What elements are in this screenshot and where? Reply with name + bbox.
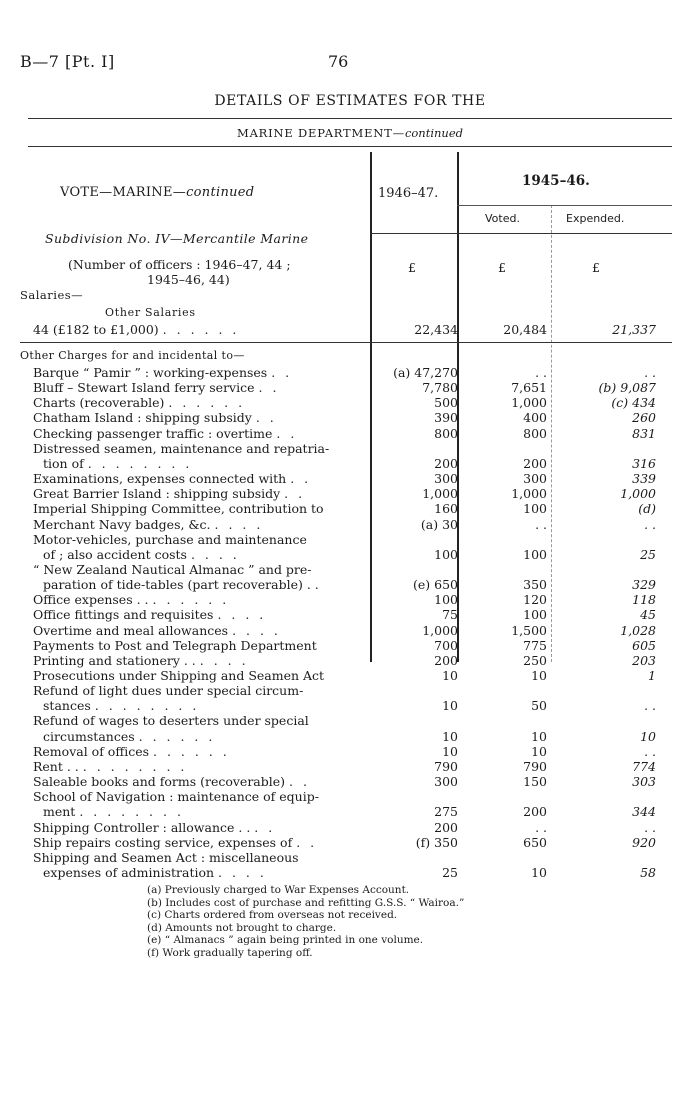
value-1946: 700 [434,637,458,653]
value-voted: 1,000 [511,395,547,411]
table-row [0,471,700,486]
row-label: Shipping Controller : allowance . . . . [33,819,276,835]
table-row [0,562,700,577]
value-1946: 75 [442,607,458,623]
leader-dots: . . [290,471,312,487]
value-expended: 344 [632,804,656,820]
table-row [0,683,700,698]
table-row [0,426,700,441]
value-1946: 1,000 [422,622,458,638]
table-row [0,532,700,547]
expended-heading: Expended. [566,212,625,225]
table-row [0,577,700,592]
column-1946-heading: 1946–47. [378,186,439,201]
table-row [0,395,700,410]
leader-dots: . . . . . . . . [94,698,200,714]
row-label: circumstances . . . . . . [43,728,216,744]
value-expended: . . [644,819,656,835]
value-expended: . . [644,698,656,714]
value-expended: 339 [632,471,656,487]
document-reference: B—7 [Pt. I] [20,52,115,71]
table-row [0,804,700,819]
row-label: ment . . . . . . . . [43,804,184,820]
value-expended: 831 [632,425,656,441]
value-expended: 1,000 [620,486,656,502]
row-label: paration of tide-tables (part recoverable) . . [43,577,319,593]
value-1946: 200 [434,455,458,471]
value-voted: 650 [523,834,547,850]
value-voted: 200 [523,455,547,471]
footnote: (d) Amounts not brought to charge. [147,921,337,934]
table-row [0,653,700,668]
footnote: (a) Previously charged to War Expenses Account. [147,884,410,896]
year-header-rule [457,205,672,206]
value-voted: 300 [523,471,547,487]
table-row [0,380,700,395]
row-label: Merchant Navy badges, &c. . . . . [33,516,264,532]
value-voted: . . [535,819,547,835]
leader-dots: . . [276,425,298,441]
value-voted: 800 [523,425,547,441]
row-label: Motor-vehicles, purchase and maintenance [33,531,307,547]
value-voted: 50 [531,698,547,714]
salary-row [0,322,700,337]
value-expended: 45 [640,607,656,623]
row-label: Payments to Post and Telegraph Department [33,637,317,653]
value-1946: 10 [442,743,458,759]
table-row [0,668,700,683]
value-expended: . . [644,743,656,759]
row-label: Chatham Island : shipping subsidy . . [33,410,277,426]
value-expended: (c) 434 [611,395,656,411]
value-1946: 25 [442,864,458,880]
row-label: “ New Zealand Nautical Almanac ” and pre- [33,561,312,577]
footnote: (b) Includes cost of purchase and refitting G.S.S. “ Wairoa.” [147,896,465,909]
leader-dots: . . . . . . [168,395,246,411]
value-voted: . . [535,516,547,532]
leader-dots: . . . . [232,622,281,638]
footnote: (f) Work gradually tapering off. [147,947,313,959]
value-1946: (a) 30 [420,516,458,532]
leader-dots: . . [255,410,277,426]
row-label: Office fittings and requisites . . . . [33,607,267,623]
value-voted: 20,484 [503,322,547,337]
value-voted: 10 [531,728,547,744]
value-1946: 800 [434,425,458,441]
leader-dots: . . . . [218,864,267,880]
leader-dots: . . . . [199,652,249,668]
row-label: Rent . . . . . . . . . . [33,758,188,774]
value-expended: 260 [632,410,656,426]
value-voted: 120 [523,592,547,608]
table-row [0,623,700,638]
row-label: Ship repairs costing service, expenses of . . [33,834,318,850]
table-row [0,698,700,713]
leader-dots: . . . . . . . . [87,455,193,471]
table-row [0,789,700,804]
leader-dots: . . . . . . [153,743,230,759]
officers-count-line2: 1945–46, 44) [147,272,230,287]
value-1946: 10 [442,698,458,714]
value-voted: 350 [523,577,547,593]
table-row [0,865,700,880]
vote-continued: continued [186,185,255,200]
value-1946: 22,434 [414,322,458,337]
row-label: Shipping and Seamen Act : miscellaneous [33,849,299,865]
leader-dots: . . . . [190,546,240,562]
table-row [0,729,700,744]
value-1946: 790 [434,758,458,774]
row-label: Imperial Shipping Committee, contribution to [33,501,324,517]
value-expended: 774 [632,758,656,774]
value-voted: 100 [523,501,547,517]
value-voted: 150 [523,774,547,790]
salaries-rule [20,342,672,343]
value-voted: 775 [523,637,547,653]
value-voted: 400 [523,410,547,426]
row-label: Examinations, expenses connected with . . [33,471,312,487]
value-voted: 1,500 [511,622,547,638]
row-label: Refund of light dues under special circum- [33,683,304,699]
value-voted: 200 [523,804,547,820]
row-label: Bluff – Stewart Island ferry service . . [33,380,280,396]
value-expended: (b) 9,087 [598,380,656,396]
value-voted: 790 [523,758,547,774]
table-row [0,365,700,380]
row-label: Checking passenger traffic : overtime . . [33,425,298,441]
leader-dots: . . . . . . [152,592,230,608]
table-row [0,441,700,456]
value-expended: 203 [632,652,656,668]
footnote: (e) “ Almanacs ” again being printed in one volume. [147,934,424,947]
value-1946: 160 [434,501,458,517]
row-label: Prosecutions under Shipping and Seamen Act [33,668,325,683]
table-row [0,850,700,865]
column-header-rule [370,233,672,234]
subdivision-heading: Subdivision No. IV—Mercantile Marine [45,231,309,246]
value-expended: 1,028 [620,622,656,638]
title-rule [28,118,672,119]
value-voted: 1,000 [511,486,547,502]
vote-heading [60,185,254,200]
value-expended: 605 [632,637,656,653]
row-label: tion of . . . . . . . . [43,455,193,471]
table-row [0,713,700,728]
subtitle-rule [28,146,672,147]
voted-heading: Voted. [485,212,520,225]
value-voted: 10 [531,668,547,683]
value-expended: 920 [632,834,656,850]
table-row [0,410,700,425]
table-row [0,517,700,532]
table-row [0,456,700,471]
value-expended: 25 [640,546,656,562]
row-label: Saleable books and forms (recoverable) . . [33,774,310,790]
table-row [0,501,700,516]
row-label: 44 (£182 to £1,000) . . . . . . [33,322,240,337]
value-expended: 329 [632,577,656,593]
value-1946: 200 [434,652,458,668]
value-1946: 300 [434,774,458,790]
value-1946: 500 [434,395,458,411]
value-expended: 21,337 [612,322,656,337]
leader-dots: . . [296,834,318,850]
row-label: School of Navigation : maintenance of equip- [33,789,319,805]
row-label: expenses of administration . . . . [43,864,267,880]
value-expended: . . [644,516,656,532]
value-expended: 10 [640,728,656,744]
other-salaries-heading: Other Salaries [105,306,196,319]
row-label: Refund of wages to deserters under special [33,713,309,729]
row-label: Overtime and meal allowances . . . . [33,622,281,638]
row-label: Barque “ Pamir ” : working-expenses . . [33,365,293,380]
officers-count-line1: (Number of officers : 1946–47, 44 ; [68,257,291,272]
department-subtitle [0,126,700,140]
row-label: Printing and stationery . . . . . . [33,652,249,668]
value-1946: 300 [434,471,458,487]
vote-name: VOTE—MARINE— [60,185,187,200]
department-name: MARINE DEPARTMENT— [237,126,405,140]
value-voted: 250 [523,652,547,668]
pound-voted: £ [498,260,506,275]
table-row [0,547,700,562]
value-voted: . . [535,365,547,380]
table-row [0,592,700,607]
leader-dots: . . . . . . . . [79,804,184,820]
value-1946: (a) 47,270 [393,365,458,380]
pound-expended: £ [592,260,600,275]
table-row [0,835,700,850]
leader-dots: . . . . . . [138,728,216,744]
table-row [0,486,700,501]
page-title: DETAILS OF ESTIMATES FOR THE [214,93,486,109]
row-label: Office expenses . . . . . . . . [33,592,230,608]
row-label: Distressed seamen, maintenance and repatria- [33,440,330,456]
value-voted: 10 [531,743,547,759]
value-1946: (e) 650 [413,577,458,593]
value-1946: 200 [434,819,458,835]
value-1946: 10 [442,728,458,744]
leader-dots: . . . . [217,607,267,623]
value-expended: 118 [632,592,656,608]
leader-dots: . . [284,486,306,502]
row-label: of ; also accident costs . . . . [43,546,240,562]
table-row [0,638,700,653]
row-label: stances . . . . . . . . [43,698,200,714]
column-1945-heading: 1945–46. [522,173,590,189]
value-voted: 7,651 [511,380,547,396]
row-label: Charts (recoverable) . . . . . . [33,395,246,411]
value-1946: 275 [434,804,458,820]
salaries-heading: Salaries— [20,288,84,302]
page-number: 76 [328,52,349,71]
value-1946: 100 [434,592,458,608]
table-row [0,759,700,774]
pound-1946: £ [408,260,416,275]
row-label: Removal of offices . . . . . . [33,743,230,759]
value-1946: 100 [434,546,458,562]
row-label: Great Barrier Island : shipping subsidy . . [33,486,306,502]
value-1946: 10 [442,668,458,683]
department-continued: continued [404,126,463,140]
value-expended: 1 [648,668,656,683]
table-row [0,774,700,789]
value-expended: . . [644,365,656,380]
table-row [0,744,700,759]
value-voted: 100 [523,607,547,623]
other-charges-heading: Other Charges for and incidental to— [20,349,245,362]
value-expended: (d) [638,501,656,517]
footnote: (c) Charts ordered from overseas not received. [147,909,398,922]
table-row [0,820,700,835]
leader-dots: . . . . . . . . [82,758,188,774]
value-1946: 390 [434,410,458,426]
leader-dots: . . [289,774,310,790]
value-1946: 7,780 [422,380,458,396]
value-voted: 10 [531,864,547,880]
leader-dots: . . [271,365,293,380]
value-voted: 100 [523,546,547,562]
leader-dots: . . [258,380,280,396]
table-row [0,607,700,622]
value-expended: 58 [640,864,656,880]
value-1946: (f) 350 [415,834,458,850]
value-expended: 303 [632,774,656,790]
leader-dots: . . . . [214,516,264,532]
value-1946: 1,000 [422,486,458,502]
value-expended: 316 [632,455,656,471]
leader-dots: . . [254,819,276,835]
